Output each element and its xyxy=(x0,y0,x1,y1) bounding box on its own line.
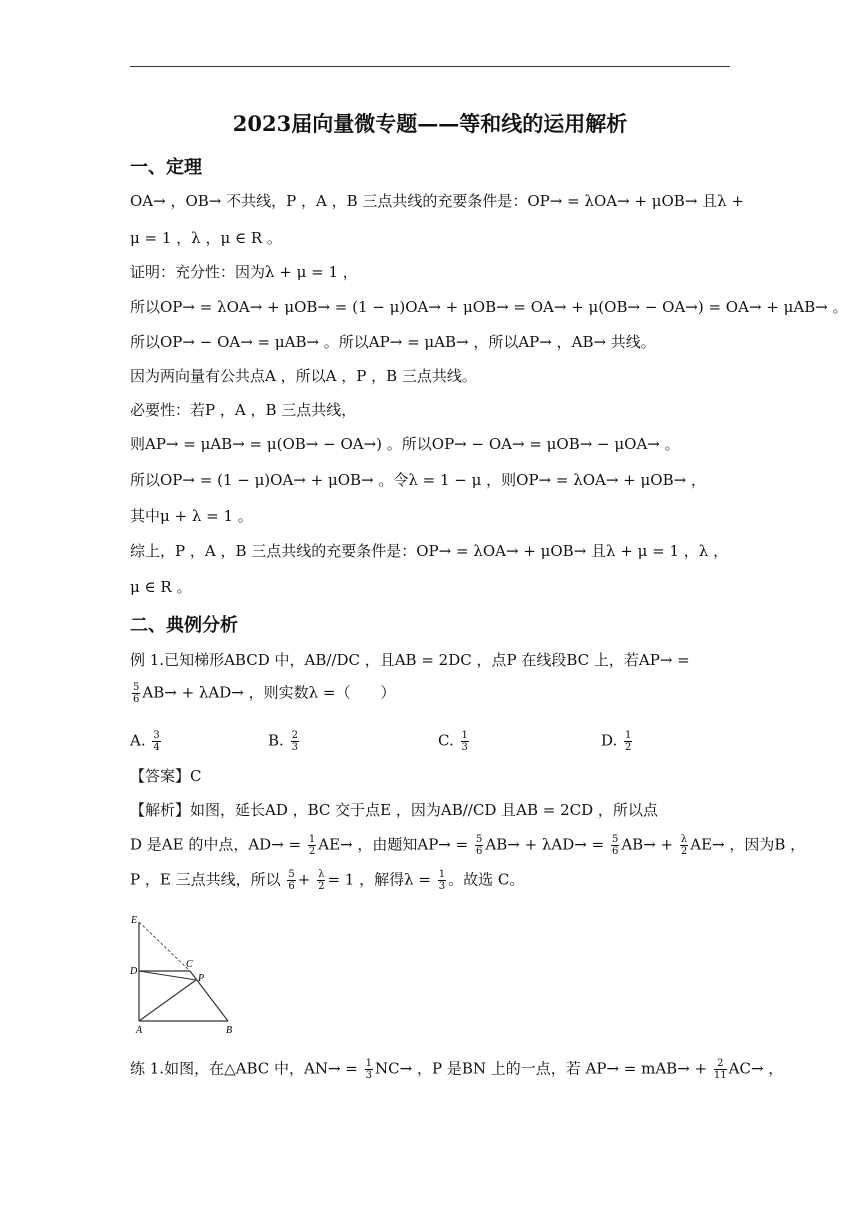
theorem-line: μ = 1 ，λ ，μ ∈ R 。 xyxy=(130,229,282,247)
top-rule xyxy=(130,66,730,67)
conclusion-line: 综上，P ，A ，B 三点共线的充要条件是：OP→ = λOA→ + μOB→ 且λ + μ = 1 ，λ ， xyxy=(130,542,729,560)
practice1-line: 练 1.如图，在△ABC 中，AN→ = $\frac{1}{3}$ NC→ ，P 是BN 上的一点，若 AP→ = mAB→ + $\frac{2}{11}$ AC→ ， xyxy=(130,1058,784,1081)
proof-line: 其中μ + λ = 1 。 xyxy=(130,507,253,525)
trapezoid-figure xyxy=(128,913,248,1035)
example1-line2: $\frac{5}{6}$ AB→ + λAD→ ，则实数λ =（ ） xyxy=(133,682,396,705)
proof-line: 因为两向量有公共点A ，所以A ，P ，B 三点共线。 xyxy=(130,367,477,385)
label-a: A xyxy=(136,1025,143,1035)
line-ap xyxy=(139,980,196,1021)
proof-line: 所以OP→ = (1 − μ)OA→ + μOB→ 。令λ = 1 − μ ，则OP→ = λOA→ + μOB→ ， xyxy=(130,471,706,489)
option-c: C. $\frac{1}{3}$ xyxy=(438,730,468,753)
section-heading-theorem: 一、定理 xyxy=(130,157,202,178)
label-e: E xyxy=(131,915,138,926)
analysis-line2: D 是AE 的中点，AD→ = $\frac{1}{2}$ AE→ ，由题知AP→ = $\frac{5}{6}$ AB→ + λAD→ = $\frac{5}{6}$ AB→ + $\frac{\lambda}{2}$ AE→ ，因为B ， xyxy=(130,834,806,857)
option-d: D. $\frac{1}{2}$ xyxy=(601,730,632,753)
option-b: B. $\frac{2}{3}$ xyxy=(268,730,298,753)
conclusion-line: μ ∈ R 。 xyxy=(130,578,192,596)
proof-line: 所以OP→ = λOA→ + μOB→ = (1 − μ)OA→ + μOB→ = OA→ + μ(OB→ − OA→) = OA→ + μAB→ 。 xyxy=(130,298,848,316)
analysis-line3: P ，E 三点共线，所以 $\frac{5}{6}$ + $\frac{\lambda}{2}$ = 1 ，解得λ = $\frac{1}{3}$ 。故选 C。 xyxy=(130,869,525,892)
page-title: 2023届向量微专题——等和线的运用解析 xyxy=(232,111,628,136)
analysis-line1: 【解析】如图，延长AD ，BC 交于点E ，因为AB//CD 且AB = 2CD ，所以点 xyxy=(130,801,658,819)
fraction: $\frac{5}{6}$ xyxy=(133,682,140,705)
label-p: P xyxy=(198,973,205,984)
proof-line: 必要性：若P ，A ，B 三点共线， xyxy=(130,401,357,419)
line-cb xyxy=(190,971,228,1021)
line-ec-dashed xyxy=(139,922,190,971)
section-heading-examples: 二、典例分析 xyxy=(130,615,238,636)
label-c: C xyxy=(186,959,193,970)
proof-line: 证明：充分性：因为λ + μ = 1 ， xyxy=(130,263,358,281)
proof-line: 所以OP→ − OA→ = μAB→ 。所以AP→ = μAB→ ，所以AP→ ，AB→ 共线。 xyxy=(130,333,656,351)
label-d: D xyxy=(130,966,138,977)
label-b: B xyxy=(226,1025,233,1035)
answer-line: 【答案】C xyxy=(130,767,202,785)
example1-line1: 例 1.已知梯形ABCD 中，AB//DC ，且AB = 2DC ，点P 在线段BC 上，若AP→ = xyxy=(130,651,690,669)
line-dp xyxy=(139,971,196,980)
option-a: A. $\frac{3}{4}$ xyxy=(130,730,160,753)
theorem-line: OA→ ，OB→ 不共线，P ，A ，B 三点共线的充要条件是：OP→ = λOA→ + μOB→ 且λ + xyxy=(130,192,744,210)
proof-line: 则AP→ = μAB→ = μ(OB→ − OA→) 。所以OP→ − OA→ = μOB→ − μOA→ 。 xyxy=(130,435,680,453)
